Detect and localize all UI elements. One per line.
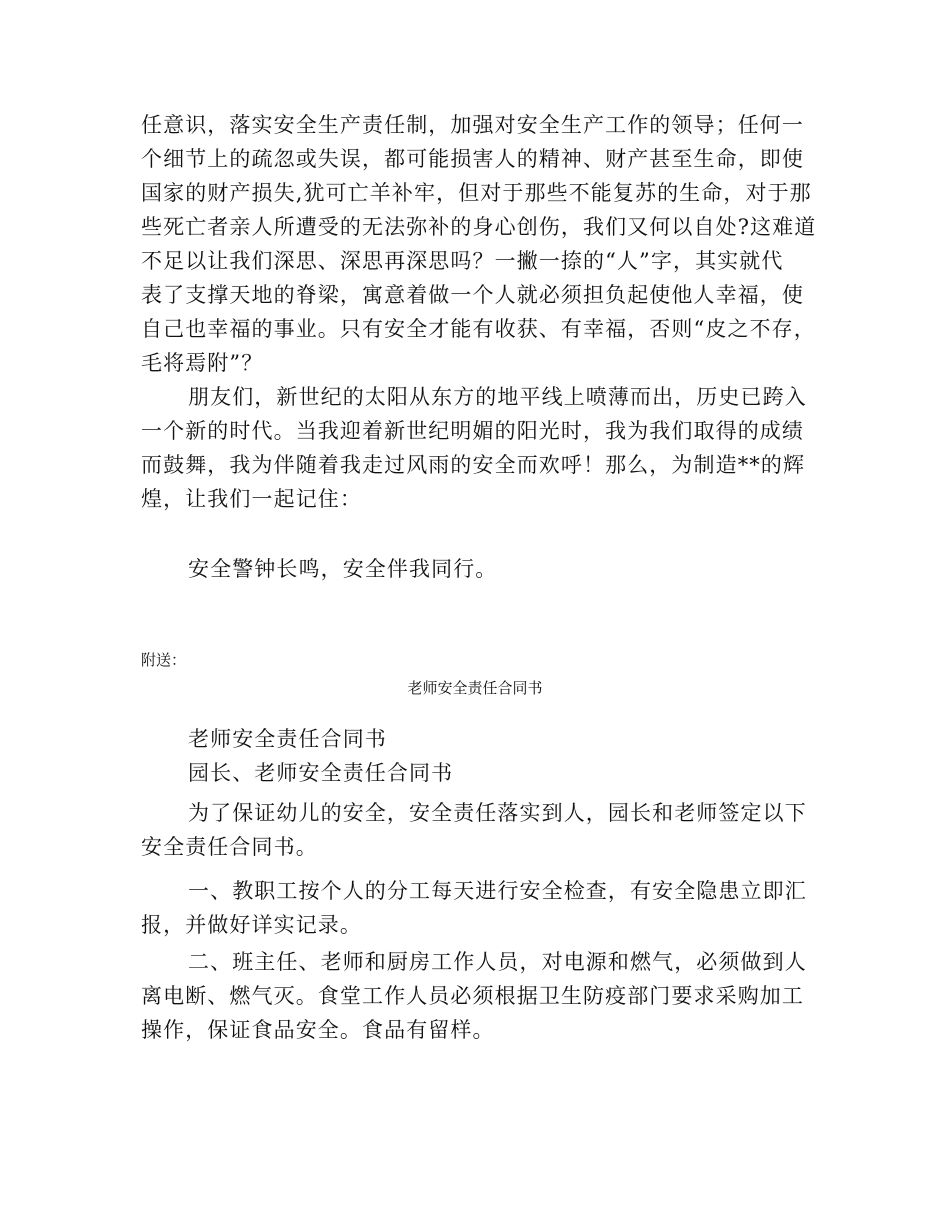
text-line: 一、教职工按个人的分工每天进行安全检查，有安全隐患立即汇 <box>188 879 807 903</box>
paragraph-contract-intro <box>141 796 811 864</box>
text-line: 个细节上的疏忽或失误，都可能损害人的精神、财产甚至生命，即使 <box>141 147 804 171</box>
contract-item-1 <box>141 874 811 942</box>
text-line: 为了保证幼儿的安全，安全责任落实到人，园长和老师签定以下 <box>188 801 807 825</box>
attachment-label: 附送： <box>141 651 187 669</box>
paragraph-new-century <box>141 380 811 516</box>
text-line: 国家的财产损失,犹可亡羊补牢，但对于那些不能复苏的生命，对于那 <box>141 181 812 205</box>
text-line: 报，并做好详实记录。 <box>141 913 362 937</box>
text-line: 任意识，落实安全生产责任制，加强对安全生产工作的领导；任何一 <box>141 113 804 137</box>
text-line: 不足以让我们深思、深思再深思吗？一撇一捺的“人”字，其实就代 <box>141 249 784 273</box>
text-line: 安全责任合同书。 <box>141 835 318 859</box>
text-line: 离电断、燃气灭。食堂工作人员必须根据卫生防疫部门要求采购加工 <box>141 984 804 1008</box>
text-line: 二、班主任、老师和厨房工作人员，对电源和燃气，必须做到人 <box>188 950 807 974</box>
paragraph-safety-slogan <box>141 552 811 586</box>
contract-heading-block <box>141 722 811 790</box>
text-line: 安全警钟长鸣，安全伴我同行。 <box>188 557 498 581</box>
text-line: 些死亡者亲人所遭受的无法弥补的身心创伤，我们又何以自处?这难道 <box>141 215 817 239</box>
text-line: 操作，保证食品安全。食品有留样。 <box>141 1018 495 1042</box>
text-line: 一个新的时代。当我迎着新世纪明媚的阳光时，我为我们取得的成绩 <box>141 419 804 443</box>
contract-item-2 <box>141 945 811 1047</box>
text-line: 煌，让我们一起记住： <box>141 487 362 511</box>
text-line: 而鼓舞，我为伴随着我走过风雨的安全而欢呼！那么，为制造**的辉 <box>141 453 806 477</box>
text-line: 朋友们，新世纪的太阳从东方的地平线上喷薄而出，历史已跨入 <box>188 385 807 409</box>
contract-heading: 老师安全责任合同书 <box>188 727 387 751</box>
text-line: 毛将焉附”？ <box>141 351 264 375</box>
text-line: 表了支撑天地的脊梁，寓意着做一个人就必须担负起使他人幸福，使 <box>141 283 804 307</box>
contract-subheading: 园长、老师安全责任合同书 <box>188 761 454 785</box>
paragraph-safety-responsibility <box>141 108 817 380</box>
attachment-title: 老师安全责任合同书 <box>407 679 543 697</box>
text-line: 自己也幸福的事业。只有安全才能有收获、有幸福，否则“皮之不存， <box>141 317 816 341</box>
